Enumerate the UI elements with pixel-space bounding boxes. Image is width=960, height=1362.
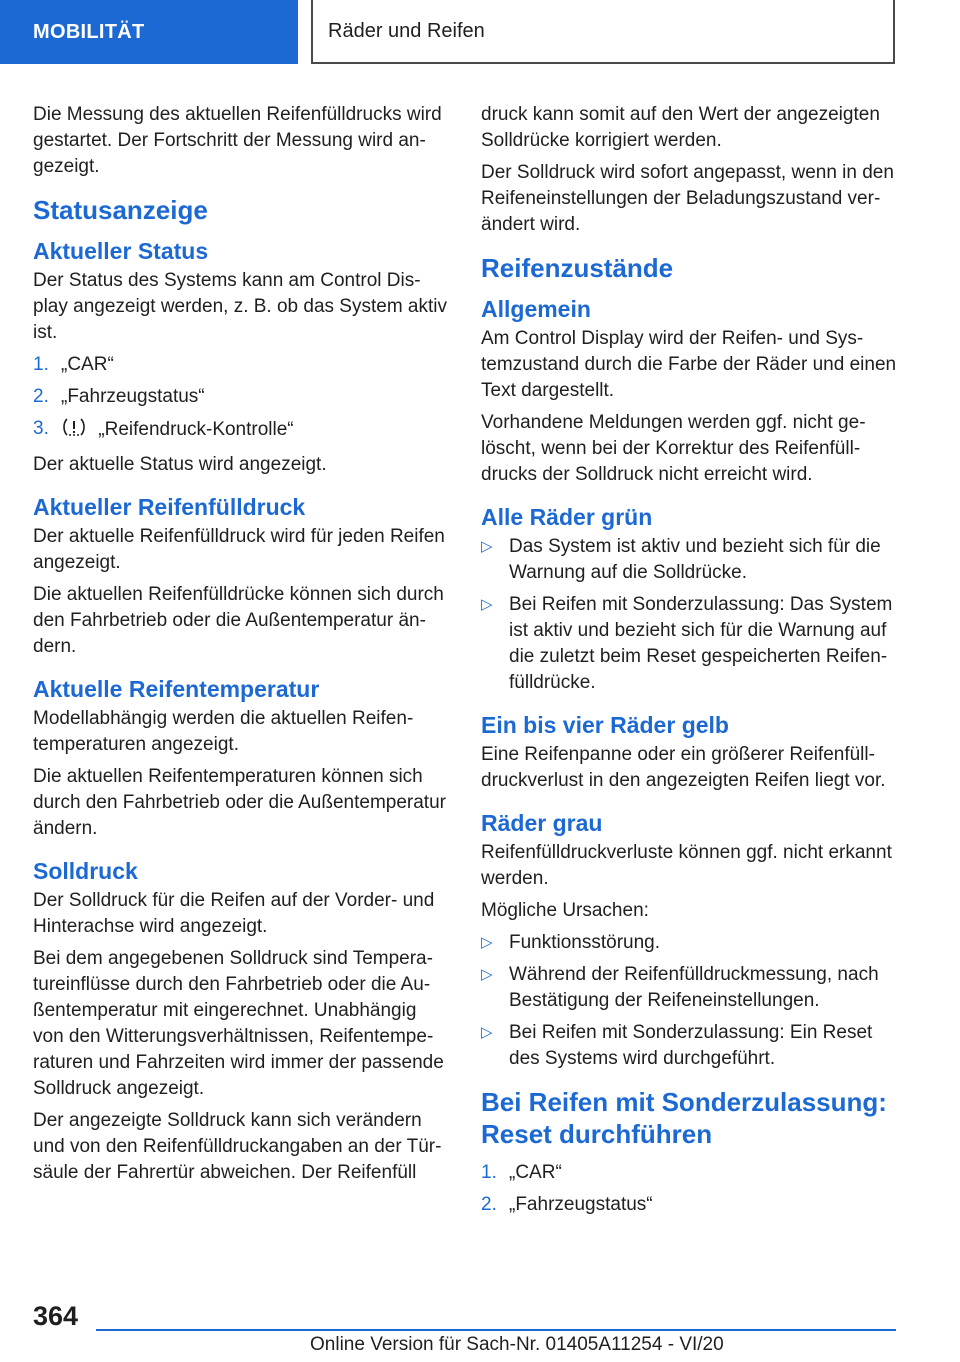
heading-current-status: Aktueller Status [33, 238, 209, 264]
list-item-text: Bei Reifen mit Sonderzulassung: Das System ist aktiv und bezieht sich für die Warnung auf die zuletzt beim Reset gespeicherten Reifenfülldrücke. [509, 594, 893, 693]
chapter-title: Räder und Reifen [311, 0, 895, 64]
reset-steps-list [481, 1160, 897, 1218]
general-paragraph-1: Am Control Display wird der Reifen- und Systemzustand durch die Farbe der Räder und einen Text dargestellt. [481, 328, 897, 401]
left-column [33, 102, 449, 1192]
triangle-bullet-icon: ▷ [481, 596, 493, 613]
heading-all-green: Alle Räder grün [481, 504, 653, 530]
status-result-paragraph: Der aktuelle Status wird angezeigt. [33, 454, 327, 475]
intro-paragraph: Die Messung des aktuellen Reifenfülldrucks wird gestartet. Der Fortschritt der Messung wird angezeigt. [33, 104, 442, 177]
heading-grey: Räder grau [481, 810, 603, 836]
heading-statusanzeige: Statusanzeige [33, 195, 208, 225]
temperature-paragraph-2: Die aktuellen Reifentemperaturen können sich durch den Fahrbetrieb oder die Außentemperatur ändern. [33, 766, 446, 839]
step-number: 1. [481, 1162, 497, 1183]
list-item [33, 416, 449, 446]
continued-paragraph-1: druck kann somit auf den Wert der angezeigten Solldrücke korrigiert werden. [481, 104, 880, 151]
step-number: 2. [33, 386, 49, 407]
list-item [481, 592, 897, 696]
list-item [481, 930, 897, 956]
footer-text: Online Version für Sach-Nr. 01405A11254 - VI/20 [310, 1334, 724, 1355]
list-item-text: Funktionsstörung. [509, 932, 661, 953]
heading-tire-states: Reifenzustände [481, 253, 674, 283]
list-item [481, 962, 897, 1014]
heading-general: Allgemein [481, 296, 591, 322]
heading-target-pressure: Solldruck [33, 858, 138, 884]
step-label: „CAR“ [509, 1162, 562, 1183]
page-number: 364 [33, 1301, 79, 1331]
list-item [481, 1160, 897, 1186]
footer-divider [96, 1329, 896, 1331]
pressure-paragraph-1: Der aktuelle Reifenfülldruck wird für jeden Reifen angezeigt. [33, 526, 445, 573]
yellow-paragraph: Eine Reifenpanne oder ein größerer Reifenfülldruckverlust in den angezeigten Reifen liegt vor. [481, 744, 886, 791]
list-item [481, 1192, 897, 1218]
green-list [481, 534, 897, 696]
heading-current-pressure: Aktueller Reifenfülldruck [33, 494, 306, 520]
heading-yellow: Ein bis vier Räder gelb [481, 712, 729, 738]
list-item-text: Während der Reifenfülldruckmessung, nach Bestätigung der Reifeneinstellungen. [509, 964, 879, 1011]
target-paragraph-3: Der angezeigte Solldruck kann sich verändern und von den Reifenfülldruckangaben an der Türsäule der Fahrertür abweichen. Der Reifenfüll [33, 1110, 442, 1183]
grey-paragraph-2: Mögliche Ursachen: [481, 900, 649, 921]
triangle-bullet-icon: ▷ [481, 1024, 493, 1041]
target-paragraph-2: Bei dem angegebenen Solldruck sind Temperatureinflüsse durch den Fahrbetrieb oder die Außentemperatur mit eingerechnet. Unabhängig von den Witterungsverhältnissen, Reifentemperaturen und Fahrzeiten wird immer der passende Solldruck angezeigt. [33, 948, 444, 1099]
triangle-bullet-icon: ▷ [481, 934, 493, 951]
heading-reset: Bei Reifen mit Sonderzulassung: Reset durchführen [481, 1087, 887, 1149]
step-label: „CAR“ [61, 354, 114, 375]
step-label: „Reifendruck-Kontrolle“ [98, 419, 294, 440]
step-number: 3. [33, 418, 49, 439]
continued-paragraph-2: Der Solldruck wird sofort angepasst, wenn in den Reifeneinstellungen der Beladungszustand verändert wird. [481, 162, 894, 235]
step-number: 1. [33, 354, 49, 375]
list-item [481, 534, 897, 586]
right-column [481, 102, 897, 1224]
pressure-paragraph-2: Die aktuellen Reifenfülldrücke können sich durch den Fahrbetrieb oder die Außentemperatur ändern. [33, 584, 444, 657]
step-label: „Fahrzeugstatus“ [509, 1194, 653, 1215]
step-number: 2. [481, 1194, 497, 1215]
list-item [33, 352, 449, 378]
triangle-bullet-icon: ▷ [481, 966, 493, 983]
list-item [481, 1020, 897, 1072]
grey-list [481, 930, 897, 1072]
temperature-paragraph-1: Modellabhängig werden die aktuellen Reifentemperaturen angezeigt. [33, 708, 414, 755]
tire-pressure-warning-icon [61, 416, 87, 446]
step-label: „Fahrzeugstatus“ [61, 386, 205, 407]
general-paragraph-2: Vorhandene Meldungen werden ggf. nicht gelöscht, wenn bei der Korrektur des Reifenfülldrucks der Solldruck nicht erreicht wird. [481, 412, 866, 485]
list-item [33, 384, 449, 410]
target-paragraph-1: Der Solldruck für die Reifen auf der Vorder- und Hinterachse wird angezeigt. [33, 890, 435, 937]
section-tab: MOBILITÄT [0, 0, 298, 64]
page-header [0, 0, 960, 66]
heading-tire-temperature: Aktuelle Reifentemperatur [33, 676, 320, 702]
current-status-paragraph: Der Status des Systems kann am Control Display angezeigt werden, z. B. ob das System aktiv ist. [33, 270, 447, 343]
list-item-text: Das System ist aktiv und bezieht sich für die Warnung auf die Solldrücke. [509, 536, 881, 583]
list-item-text: Bei Reifen mit Sonderzulassung: Ein Reset des Systems wird durchgeführt. [509, 1022, 873, 1069]
grey-paragraph-1: Reifenfülldruckverluste können ggf. nicht erkannt werden. [481, 842, 892, 889]
triangle-bullet-icon: ▷ [481, 538, 493, 555]
status-steps-list [33, 352, 449, 446]
